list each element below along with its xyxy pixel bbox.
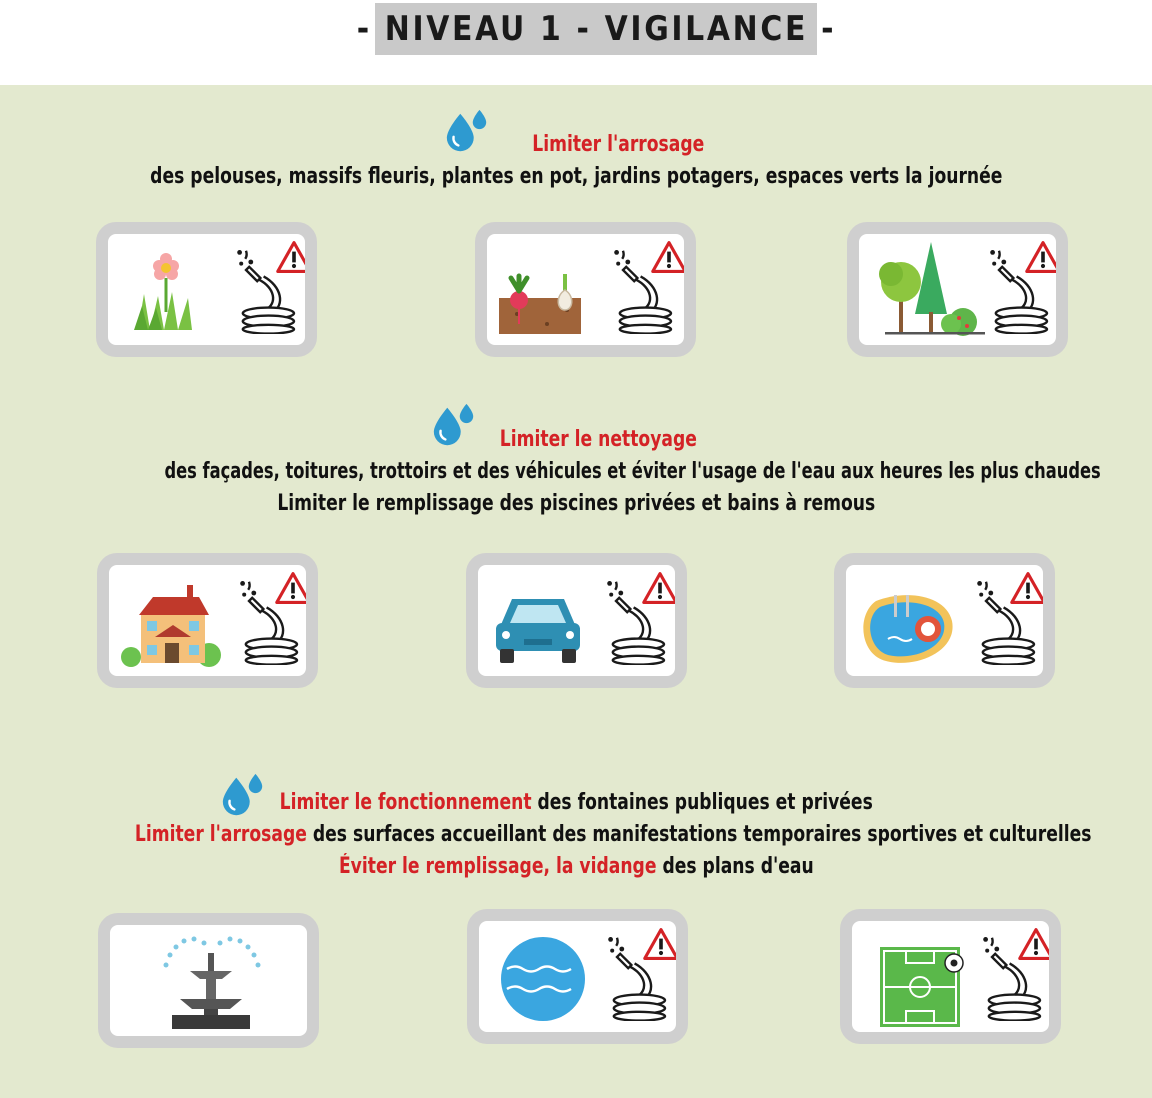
section3-line1-highlight: Limiter le fonctionnement [279,790,532,815]
warning-icon [1020,930,1049,959]
section3-text-1 [0,790,1152,815]
section2-line1: des façades, toitures, trottoirs et des véhicules et éviter l'usage de l'eau aux heures les plus chaudes [164,459,1101,484]
car-icon [496,599,580,663]
card-car [466,553,687,688]
warning-icon [645,930,676,959]
card-sports-field [840,909,1061,1044]
card-water-body [467,909,688,1044]
card-flowers [96,222,317,357]
card-vegetable-garden [475,222,696,357]
card-pool [834,553,1055,688]
section1-text [0,164,1152,189]
section2-line2: Limiter le remplissage des piscines privées et bains à remous [277,491,875,516]
level-title-banner [356,3,836,55]
water-body-icon [501,937,585,1021]
section2-heading-line [0,427,1152,452]
section3-line3-highlight: Éviter le remplissage, la vidange [338,854,657,879]
fountain-icon [164,937,261,1030]
section3-text-3 [0,854,1152,879]
trees-icon [879,242,985,336]
section3-line3-rest: des plans d'eau [656,854,814,879]
warning-icon [278,243,305,272]
warning-icon [277,574,306,603]
section3-line2-rest: des surfaces accueillant des manifestations temporaires sportives et culturelles [306,822,1092,847]
vegetable-garden-icon [499,274,581,334]
warning-icon [644,574,675,603]
house-icon [121,585,221,667]
pool-icon [863,595,952,663]
section2-text-2 [0,491,1152,516]
warning-icon [1012,574,1043,603]
card-house [97,553,318,688]
section2-text-1 [0,459,1152,484]
level-title: - NIVEAU 1 - VIGILANCE - [356,9,836,49]
card-fountain [98,913,319,1048]
warning-icon [1027,243,1056,272]
flower-icon [134,253,192,330]
card-trees [847,222,1068,357]
section2-heading: Limiter le nettoyage [499,427,697,452]
section3-line1-rest: des fontaines publiques et privées [531,790,873,815]
section1-heading: Limiter l'arrosage [532,132,705,157]
sports-field-icon [880,947,963,1027]
section1-line1: des pelouses, massifs fleuris, plantes en pot, jardins potagers, espaces verts la journée [149,164,1003,189]
warning-icon [653,243,684,272]
section3-text-2 [0,822,1152,847]
section1-heading-line [0,132,1152,157]
section3-line2-highlight: Limiter l'arrosage [134,822,307,847]
